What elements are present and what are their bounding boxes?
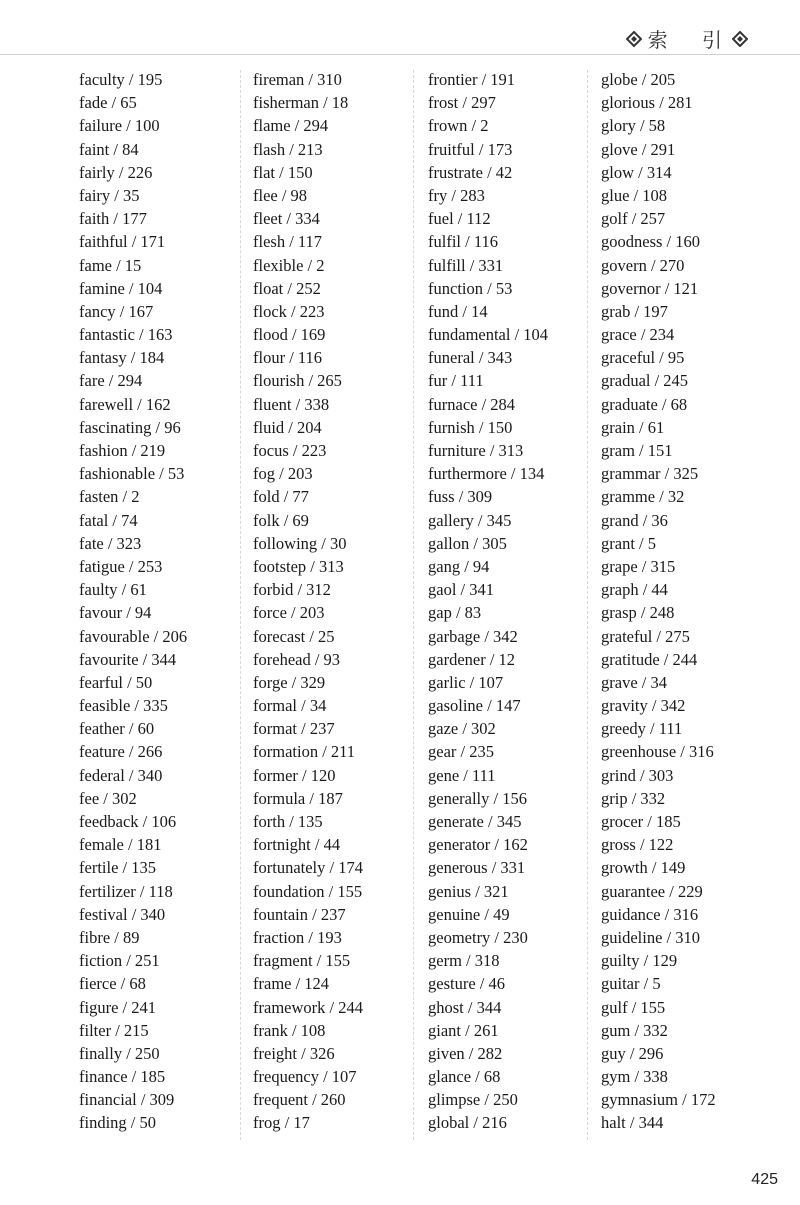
index-entry: garbage / 342 (428, 626, 518, 646)
index-entry: graph / 44 (601, 580, 668, 600)
index-entry: glimpse / 250 (428, 1090, 518, 1110)
index-entry: gratitude / 244 (601, 649, 698, 669)
index-entry: gravity / 342 (601, 696, 686, 716)
index-entry: flesh / 117 (253, 232, 323, 252)
index-entry: grant / 5 (601, 533, 656, 553)
index-entry: grain / 61 (601, 417, 665, 437)
index-entry: grape / 315 (601, 556, 676, 576)
index-entry: guitar / 5 (601, 974, 661, 994)
index-entry: gross / 122 (601, 835, 674, 855)
diamond-ornament-icon (732, 31, 748, 47)
index-entry: gulf / 155 (601, 997, 666, 1017)
index-entry: giant / 261 (428, 1020, 499, 1040)
index-entry: fashion / 219 (79, 441, 166, 460)
index-entry: fascinating / 96 (79, 417, 181, 437)
index-entry: fertilizer / 118 (79, 881, 173, 901)
index-entry: flee / 98 (253, 185, 308, 205)
index-entry: generous / 331 (428, 858, 526, 878)
index-entry: gear / 235 (428, 742, 494, 762)
index-entry: foundation / 155 (253, 881, 363, 901)
index-entry: format / 237 (253, 719, 335, 739)
index-column-1 (79, 68, 244, 1135)
index-entry: frank / 108 (253, 1020, 326, 1040)
index-entry: faint / 84 (79, 139, 139, 159)
index-entry: finance / 185 (79, 1067, 166, 1087)
index-entry: furnace / 284 (428, 394, 516, 414)
index-entry: forehead / 93 (253, 649, 341, 669)
index-entry: framework / 244 (253, 997, 363, 1017)
index-entry: figure / 241 (79, 997, 156, 1017)
index-entry: furniture / 313 (428, 441, 524, 460)
index-entry: fairly / 226 (79, 162, 153, 182)
index-entry: goodness / 160 (601, 232, 700, 252)
index-entry: fairy / 35 (79, 185, 140, 205)
index-entry: federal / 340 (79, 765, 163, 785)
index-entry: gram / 151 (601, 441, 673, 460)
index-entry: filter / 215 (79, 1020, 149, 1040)
index-column-2 (253, 68, 418, 1135)
index-entry: gym / 338 (601, 1067, 668, 1087)
index-entry: grammar / 325 (601, 464, 699, 484)
index-entry: frown / 2 (428, 116, 489, 136)
index-entry: guy / 296 (601, 1043, 664, 1063)
index-entry: frustrate / 42 (428, 162, 513, 182)
index-entry: fasten / 2 (79, 487, 140, 507)
index-entry: feather / 60 (79, 719, 155, 739)
index-entry: focus / 223 (253, 441, 327, 460)
index-entry: function / 53 (428, 278, 513, 298)
index-entry: farewell / 162 (79, 394, 171, 414)
index-entry: fertile / 135 (79, 858, 156, 878)
index-entry: forecast / 25 (253, 626, 335, 646)
index-entry: failure / 100 (79, 116, 160, 136)
index-entry: global / 216 (428, 1113, 507, 1133)
index-entry: greenhouse / 316 (601, 742, 714, 762)
index-entry: guidance / 316 (601, 904, 699, 924)
index-entry: guideline / 310 (601, 927, 700, 947)
page-header (626, 24, 748, 53)
index-entry: fare / 294 (79, 371, 143, 391)
index-entry: frog / 17 (253, 1113, 310, 1133)
index-entry: geometry / 230 (428, 927, 528, 947)
index-entry: gene / 111 (428, 765, 496, 785)
index-entry: gymnasium / 172 (601, 1090, 716, 1110)
index-entry: gradual / 245 (601, 371, 689, 391)
index-entry: furnish / 150 (428, 417, 513, 437)
diamond-ornament-icon (626, 31, 642, 47)
index-entry: faithful / 171 (79, 232, 166, 252)
index-entry: folk / 69 (253, 510, 309, 530)
index-entry: gaol / 341 (428, 580, 494, 600)
index-entry: flat / 150 (253, 162, 313, 182)
index-column-4 (601, 68, 766, 1135)
index-entry: finally / 250 (79, 1043, 160, 1063)
index-entry: feedback / 106 (79, 812, 177, 831)
index-entry: fluent / 338 (253, 394, 330, 414)
index-entry: fund / 14 (428, 301, 488, 321)
index-entry: faculty / 195 (79, 70, 163, 89)
index-entry: feature / 266 (79, 742, 163, 762)
index-entry: fantasy / 184 (79, 348, 165, 368)
index-entry: famine / 104 (79, 278, 163, 298)
index-entry: grind / 303 (601, 765, 674, 785)
index-entry: ghost / 344 (428, 997, 502, 1017)
index-entry: fleet / 334 (253, 209, 320, 229)
index-entry: fierce / 68 (79, 974, 146, 994)
index-entry: germ / 318 (428, 951, 500, 971)
index-entry: generator / 162 (428, 835, 528, 855)
index-entry: fundamental / 104 (428, 325, 549, 345)
index-entry: genuine / 49 (428, 904, 510, 924)
index-entry: favourable / 206 (79, 626, 188, 646)
index-entry: forge / 329 (253, 672, 326, 692)
index-entry: funeral / 343 (428, 348, 513, 368)
index-entry: fireman / 310 (253, 70, 342, 89)
index-entry: fate / 323 (79, 533, 142, 553)
index-entry: fancy / 167 (79, 301, 154, 321)
index-entry: flock / 223 (253, 301, 325, 321)
index-entry: former / 120 (253, 765, 336, 785)
index-entry: governor / 121 (601, 278, 699, 298)
index-entry: grasp / 248 (601, 603, 675, 623)
index-entry: glue / 108 (601, 185, 667, 205)
index-entry: genius / 321 (428, 881, 509, 901)
index-entry: guarantee / 229 (601, 881, 703, 901)
index-entry: fade / 65 (79, 93, 137, 113)
index-entry: float / 252 (253, 278, 321, 298)
index-entry: grace / 234 (601, 325, 675, 345)
index-entry: glance / 68 (428, 1067, 501, 1087)
index-entry: grateful / 275 (601, 626, 690, 646)
index-entry: favourite / 344 (79, 649, 177, 669)
index-entry: forbid / 312 (253, 580, 331, 600)
index-entry: finding / 50 (79, 1113, 156, 1133)
index-entry: golf / 257 (601, 209, 666, 229)
index-entry: frost / 297 (428, 93, 496, 113)
index-entry: gum / 332 (601, 1020, 668, 1040)
index-entry: frequency / 107 (253, 1067, 357, 1087)
index-entry: formation / 211 (253, 742, 356, 762)
index-entry: gap / 83 (428, 603, 482, 623)
index-entry: fold / 77 (253, 487, 309, 507)
index-entry: fountain / 237 (253, 904, 346, 924)
index-entry: globe / 205 (601, 70, 676, 89)
index-entry: fragment / 155 (253, 951, 351, 971)
index-entry: grave / 34 (601, 672, 667, 692)
index-entry: halt / 344 (601, 1113, 664, 1133)
index-entry: flame / 294 (253, 116, 329, 136)
index-entry: grocer / 185 (601, 812, 681, 831)
index-entry: fluid / 204 (253, 417, 322, 437)
index-entry: fantastic / 163 (79, 325, 173, 345)
index-entry: gang / 94 (428, 556, 490, 576)
index-entry: grab / 197 (601, 301, 668, 321)
index-entry: garlic / 107 (428, 672, 504, 692)
index-entry: fiction / 251 (79, 951, 160, 971)
index-entry: fame / 15 (79, 255, 142, 275)
index-entry: grip / 332 (601, 788, 666, 808)
index-entry: favour / 94 (79, 603, 152, 623)
index-entry: graceful / 95 (601, 348, 685, 368)
index-columns (0, 68, 800, 1148)
index-entry: flood / 169 (253, 325, 326, 345)
index-entry: govern / 270 (601, 255, 685, 275)
index-entry: following / 30 (253, 533, 347, 553)
index-entry: fatal / 74 (79, 510, 138, 530)
index-entry: fuss / 309 (428, 487, 493, 507)
index-entry: fur / 111 (428, 371, 484, 391)
index-entry: flour / 116 (253, 348, 323, 368)
index-entry: graduate / 68 (601, 394, 688, 414)
index-entry: gasoline / 147 (428, 696, 521, 716)
index-entry: fee / 302 (79, 788, 137, 808)
index-entry: gaze / 302 (428, 719, 496, 739)
index-entry: generate / 345 (428, 812, 522, 831)
index-entry: formula / 187 (253, 788, 343, 808)
index-entry: flourish / 265 (253, 371, 342, 391)
index-entry: glory / 58 (601, 116, 666, 136)
index-entry: force / 203 (253, 603, 325, 623)
header-rule (0, 54, 800, 55)
index-entry: fry / 283 (428, 185, 485, 205)
index-entry: fisherman / 18 (253, 93, 349, 113)
index-entry: fulfill / 331 (428, 255, 504, 275)
index-entry: generally / 156 (428, 788, 527, 808)
index-entry: glow / 314 (601, 162, 672, 182)
index-entry: forth / 135 (253, 812, 323, 831)
index-entry: grand / 36 (601, 510, 668, 530)
index-column-3 (428, 68, 593, 1135)
index-entry: gardener / 12 (428, 649, 516, 669)
index-title: 索 引 (647, 28, 736, 52)
index-entry: guilty / 129 (601, 951, 678, 971)
index-entry: frame / 124 (253, 974, 330, 994)
index-entry: gesture / 46 (428, 974, 505, 994)
index-entry: faulty / 61 (79, 580, 147, 600)
index-entry: faith / 177 (79, 209, 147, 229)
index-entry: fog / 203 (253, 464, 313, 484)
index-entry: fearful / 50 (79, 672, 153, 692)
index-entry: flash / 213 (253, 139, 323, 159)
index-entry: frontier / 191 (428, 70, 516, 89)
index-entry: financial / 309 (79, 1090, 175, 1110)
index-entry: gramme / 32 (601, 487, 685, 507)
index-entry: fatigue / 253 (79, 556, 163, 576)
index-entry: fuel / 112 (428, 209, 491, 229)
index-entry: feasible / 335 (79, 696, 168, 716)
index-entry: frequent / 260 (253, 1090, 346, 1110)
index-entry: fruitful / 173 (428, 139, 513, 159)
index-entry: flexible / 2 (253, 255, 325, 275)
index-entry: furthermore / 134 (428, 464, 545, 484)
index-entry: fashionable / 53 (79, 464, 185, 484)
index-entry: formal / 34 (253, 696, 327, 716)
index-entry: female / 181 (79, 835, 162, 855)
index-entry: glorious / 281 (601, 93, 693, 113)
index-entry: greedy / 111 (601, 719, 683, 739)
page-number: 425 (751, 1171, 778, 1188)
index-entry: given / 282 (428, 1043, 503, 1063)
index-entry: gallery / 345 (428, 510, 512, 530)
index-entry: festival / 340 (79, 904, 166, 924)
index-entry: fulfil / 116 (428, 232, 498, 252)
index-entry: growth / 149 (601, 858, 686, 878)
index-entry: freight / 326 (253, 1043, 335, 1063)
index-entry: fibre / 89 (79, 927, 140, 947)
index-entry: gallon / 305 (428, 533, 507, 553)
index-entry: fortnight / 44 (253, 835, 341, 855)
index-entry: fraction / 193 (253, 927, 342, 947)
index-entry: footstep / 313 (253, 556, 344, 576)
index-entry: fortunately / 174 (253, 858, 363, 878)
index-entry: glove / 291 (601, 139, 676, 159)
